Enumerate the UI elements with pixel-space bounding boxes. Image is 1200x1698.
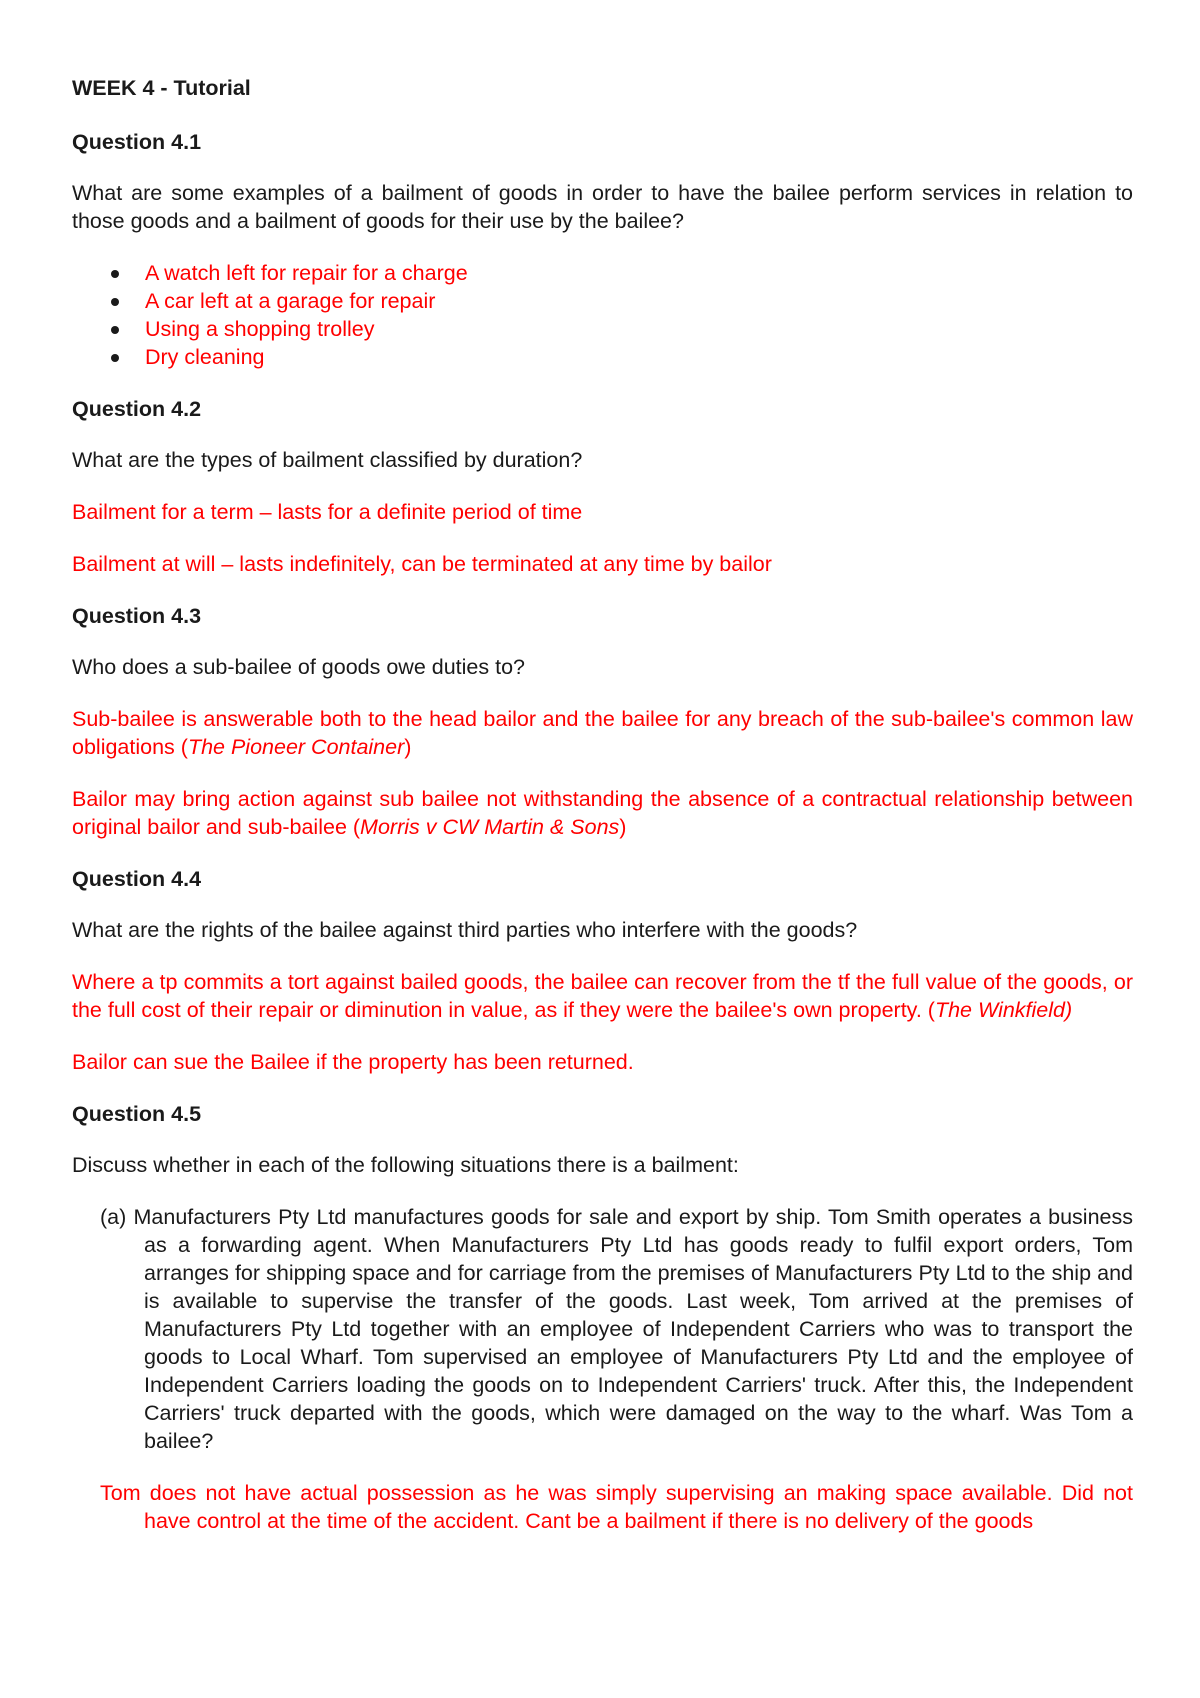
answer-text: Dry cleaning	[145, 345, 265, 369]
question-4-2-heading: Question 4.2	[72, 397, 202, 421]
answer-text: Bailor may bring action against sub bailee not withstanding the absence of a contractual relationship between original bailor and sub-bailee (	[72, 787, 1133, 839]
question-4-1-answer-list	[72, 259, 1133, 371]
case-citation: The Winkfield)	[934, 998, 1073, 1022]
question-4-4-heading: Question 4.4	[72, 867, 202, 891]
answer-text: Sub-bailee is answerable both to the head bailor and the bailee for any breach of the sub-bailee's common law obligations (	[72, 707, 1133, 759]
answer-text: Using a shopping trolley	[145, 317, 375, 341]
answer-text-close: )	[404, 735, 412, 759]
question-4-4-answer-2: Bailor can sue the Bailee if the property has been returned.	[72, 1050, 634, 1074]
question-4-3-heading: Question 4.3	[72, 604, 202, 628]
list-item	[72, 343, 1133, 371]
question-4-2-answer-2: Bailment at will – lasts indefinitely, can be terminated at any time by bailor	[72, 552, 772, 576]
question-4-5-item-a	[72, 1203, 1133, 1455]
bullet-icon	[111, 298, 119, 306]
page-title: WEEK 4 - Tutorial	[72, 76, 251, 100]
item-text: Manufacturers Pty Ltd manufactures goods for sale and export by ship. Tom Smith operates a business as a forwarding agent. When Manufacturers Pty Ltd has goods ready to fulfil export orders, Tom arranges for shipping space and for carriage from the premises of Manufacturers Pty Ltd to the ship and is available to supervise the transfer of the goods. Last week, Tom arrived at the premises of Manufacturers Pty Ltd together with an employee of Independent Carriers who was to transport the goods to Local Wharf. Tom supervised an employee of Manufacturers Pty Ltd and the employee of Independent Carriers loading the goods on to Independent Carriers' truck. After this, the Independent Carriers' truck departed with the goods, which were damaged on the way to the wharf. Was Tom a bailee?	[133, 1205, 1133, 1453]
case-citation: The Pioneer Container	[187, 735, 405, 759]
list-item	[72, 259, 1133, 287]
question-4-5-text: Discuss whether in each of the following situations there is a bailment:	[72, 1153, 739, 1177]
question-4-4-answer-1	[72, 968, 1133, 1024]
question-4-3-answer-1	[72, 705, 1133, 761]
bullet-icon	[111, 270, 119, 278]
answer-text-close: )	[619, 815, 627, 839]
question-4-5-answer: Tom does not have actual possession as he was simply supervising an making space available. Did not have control at the time of the accident. Cant be a bailment if there is no delivery of the goods	[100, 1481, 1133, 1533]
question-4-1-text: What are some examples of a bailment of goods in order to have the bailee perform services in relation to those goods and a bailment of goods for their use by the bailee?	[72, 181, 1133, 233]
list-item	[72, 315, 1133, 343]
question-4-1-heading: Question 4.1	[72, 130, 202, 154]
answer-text: Where a tp commits a tort against bailed goods, the bailee can recover from the tf the full value of the goods, or the full cost of their repair or diminution in value, as if they were the bailee's own property. (	[72, 970, 1133, 1022]
answer-text: A watch left for repair for a charge	[145, 261, 468, 285]
document-page	[72, 74, 1133, 1559]
question-4-2-answer-1: Bailment for a term – lasts for a definite period of time	[72, 500, 583, 524]
question-4-2-text: What are the types of bailment classified by duration?	[72, 448, 583, 472]
question-4-4-text: What are the rights of the bailee against third parties who interfere with the goods?	[72, 918, 858, 942]
case-citation: Morris v CW Martin & Sons	[360, 815, 620, 839]
question-4-3-answer-2	[72, 785, 1133, 841]
list-item	[72, 287, 1133, 315]
answer-text: A car left at a garage for repair	[145, 289, 436, 313]
question-4-5-heading: Question 4.5	[72, 1102, 202, 1126]
item-label: (a)	[100, 1205, 127, 1229]
question-4-3-text: Who does a sub-bailee of goods owe duties to?	[72, 655, 525, 679]
bullet-icon	[111, 354, 119, 362]
bullet-icon	[111, 326, 119, 334]
